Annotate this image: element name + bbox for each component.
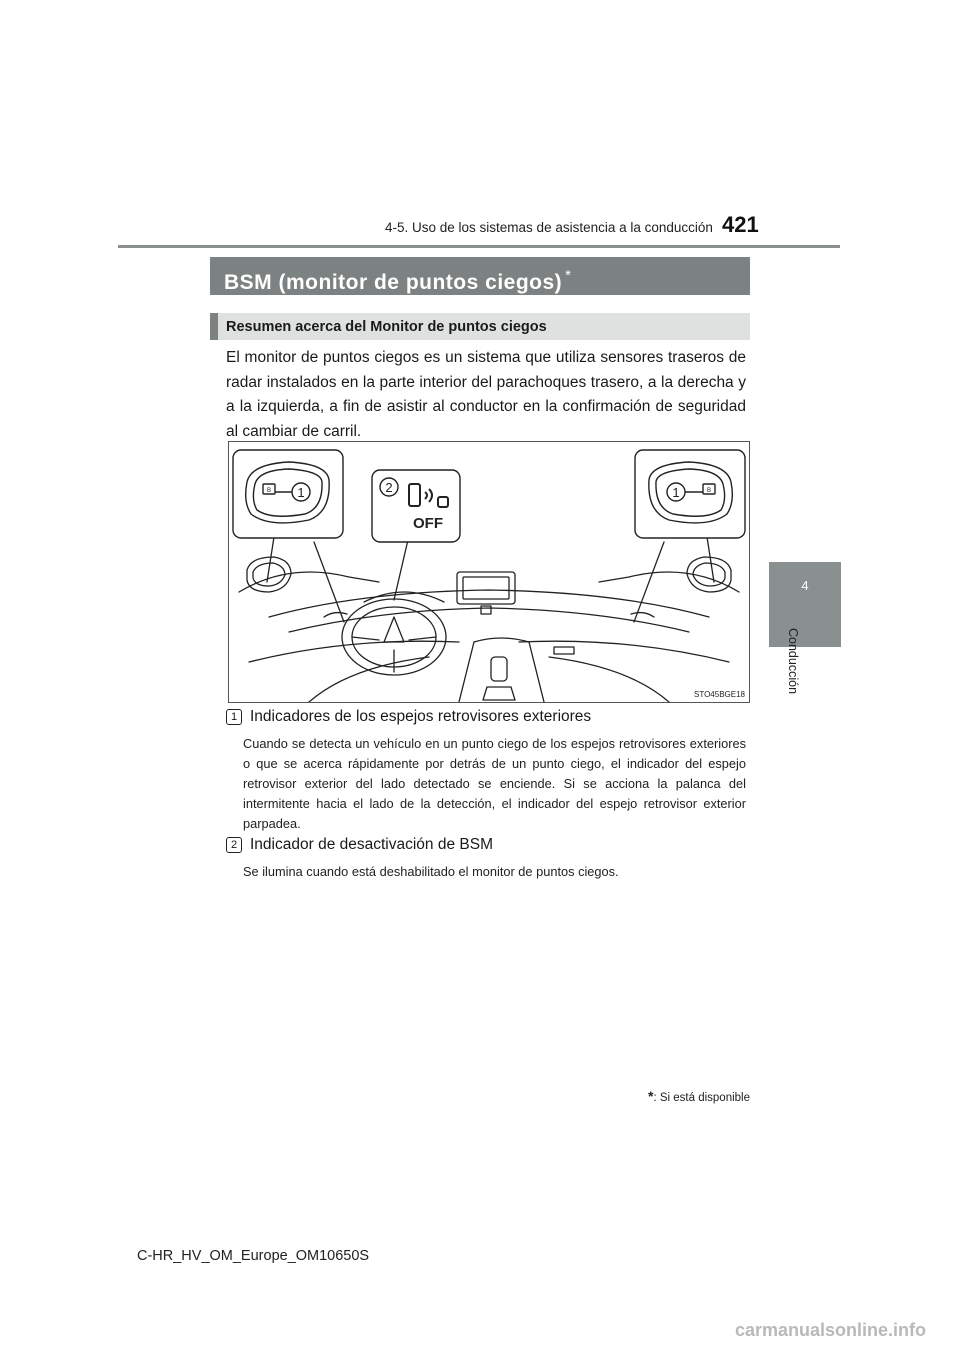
document-code-footer: C-HR_HV_OM_Europe_OM10650S bbox=[137, 1248, 370, 1264]
chapter-tab-number: 4 bbox=[801, 578, 809, 593]
chapter-label-text: Conducción bbox=[786, 628, 800, 695]
figure-callout-right: 1 bbox=[672, 485, 680, 500]
figure-callout-left: 1 bbox=[297, 485, 305, 500]
figure-code: STO45BGE18 bbox=[694, 690, 745, 699]
subsection-title: Resumen acerca del Monitor de puntos ciegos bbox=[226, 319, 547, 335]
item-1-number-badge: 1 bbox=[226, 709, 242, 725]
header-rule bbox=[118, 245, 840, 248]
intro-paragraph: El monitor de puntos ciegos es un sistema que utiliza sensores traseros de radar instalados en la parte interior del parachoques trasero, a la derecha y a la izquierda, a fin de asistir al conductor en la confirmación de seguridad al cambiar de carril. bbox=[226, 349, 746, 440]
item-1-title: Indicadores de los espejos retrovisores exteriores bbox=[250, 708, 592, 725]
watermark: carmanualsonline.info bbox=[735, 1320, 927, 1340]
item-1-header bbox=[226, 708, 746, 726]
left-mirror-bsm-mark: B bbox=[266, 488, 272, 494]
dashboard-illustration bbox=[228, 441, 750, 703]
right-mirror-bsm-mark: B bbox=[706, 488, 712, 494]
item-1 bbox=[226, 708, 746, 834]
page-number: 421 bbox=[722, 212, 759, 237]
subsection-bar bbox=[210, 313, 750, 340]
figure-callout-indicator: 2 bbox=[385, 480, 393, 495]
footnote-asterisk: * bbox=[648, 1088, 654, 1104]
item-2-description: Se ilumina cuando está deshabilitado el monitor de puntos ciegos. bbox=[243, 864, 619, 879]
availability-asterisk: * bbox=[565, 267, 572, 284]
item-2-number-badge: 2 bbox=[226, 837, 242, 853]
item-2-title: Indicador de desactivación de BSM bbox=[250, 836, 493, 853]
dashboard-drawing bbox=[229, 442, 749, 702]
item-1-description: Cuando se detecta un vehículo en un punto ciego de los espejos retrovisores exteriores o que se acerca rápidamente por detrás de un punto ciego, el indicador del espejo retrovisor exterior del lado detectado se enciende. Si se acciona la palanca del intermitente hacia el lado de la detección, el indicador del espejo retrovisor exterior parpadea. bbox=[243, 736, 746, 831]
section-title-bar bbox=[210, 257, 750, 295]
chapter-label bbox=[786, 628, 816, 738]
footnote bbox=[560, 1088, 750, 1104]
section-title: BSM (monitor de puntos ciegos) bbox=[224, 271, 563, 294]
header-section-title: 4-5. Uso de los sistemas de asistencia a la conducción bbox=[385, 220, 713, 235]
footnote-text: : Si está disponible bbox=[653, 1092, 750, 1104]
bsm-off-label: OFF bbox=[413, 515, 443, 532]
item-2 bbox=[226, 836, 746, 882]
item-2-header bbox=[226, 836, 746, 854]
